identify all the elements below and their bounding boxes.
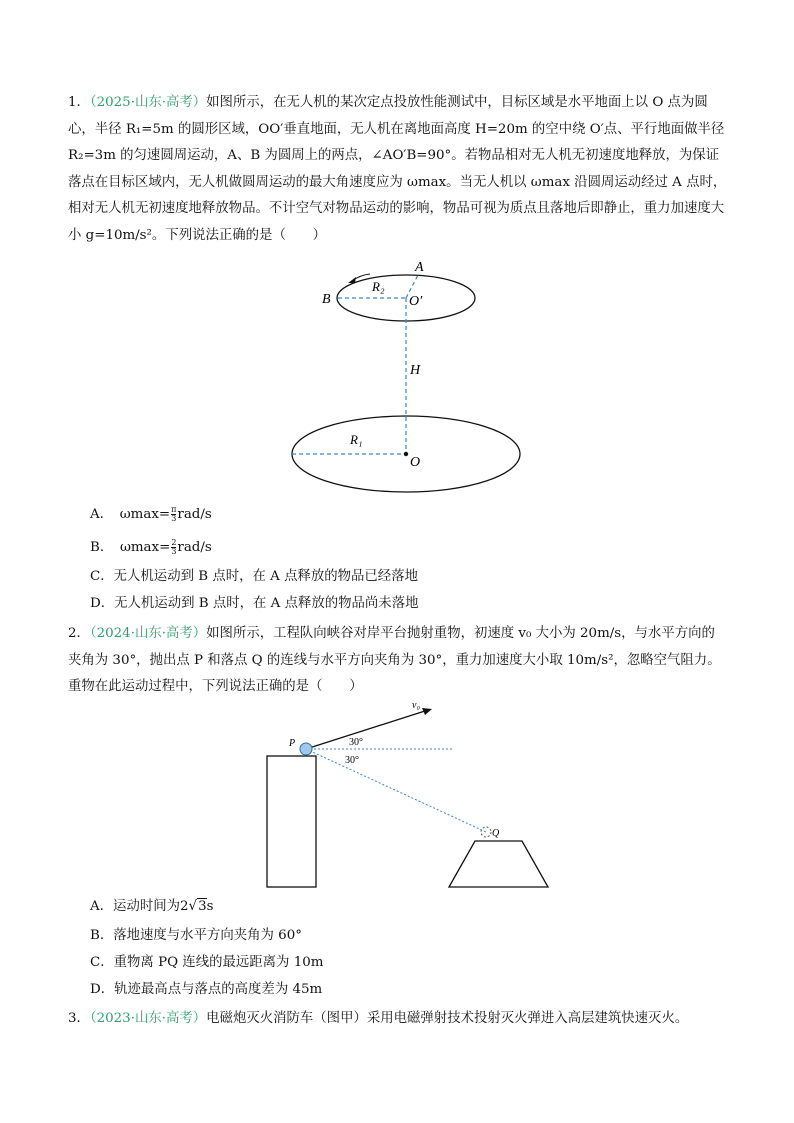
question-text: 如图所示，工程队向峡谷对岸平台抛射重物，初速度 v₀ 大小为 20m/s，与水平方向的夹角为 30°，抛出点 P 和落点 Q 的连线与水平方向夹角为 30°，重力加速度大小取 10m/s²，忽略空气阻力。重物在此运动过程中，下列说法正确的是（ ） <box>68 626 721 694</box>
label-Q: Q <box>492 828 500 839</box>
question-text: 如图所示，在无人机的某次定点投放性能测试中，目标区域是水平地面上以 O 点为圆心，半径 R₁=5m 的圆形区域，OO′垂直地面，无人机在离地面高度 H=20m 的空中绕 O′点、平行地面做半径 R₂=3m 的匀速圆周运动，A、B 为圆周上的两点，∠AO′B=90°。若物品相对无人机无初速度地释放，为保证落点在目标区域内，无人机做圆周运动的最大角速度应为 ωmax。当无人机以 ωmax 沿圆周运动经过 A 点时，相对无人机无初速度地释放物品。不计空气对物品运动的影响，物品可视为质点且落地后即静止，重力加速度大小 g=10m/s²。下列说法正确的是（ ） <box>68 95 727 243</box>
q1-option-c[interactable]: C．无人机运动到 B 点时，在 A 点释放的物品已经落地 <box>90 569 418 584</box>
label-v0: v₀ <box>412 700 420 711</box>
question-number: 2． <box>68 626 90 641</box>
question-3 <box>68 1006 728 1033</box>
right-platform <box>449 841 548 887</box>
q2-option-a[interactable]: A．运动时间为2√3s <box>90 899 214 914</box>
angle-bottom: 30° <box>345 755 359 766</box>
label-R1: R₁ <box>350 432 363 447</box>
q2-option-d[interactable]: D．轨迹最高点与落点的高度差为 45m <box>90 982 323 997</box>
question-source: （2024·山东·高考） <box>89 626 207 641</box>
label-O-prime: O′ <box>409 294 423 309</box>
label-H: H <box>410 363 421 378</box>
left-cliff <box>267 756 316 887</box>
question-number: 3． <box>68 1011 90 1026</box>
question-text: 电磁炮灭火消防车（图甲）采用电磁弹射技术投射灭火弹进入高层建筑快速灭火。 <box>206 1011 689 1026</box>
q1-option-d[interactable]: D．无人机运动到 B 点时，在 A 点释放的物品尚未落地 <box>90 596 419 611</box>
label-P: P <box>289 738 296 749</box>
label-R2: R₂ <box>372 279 385 294</box>
q2-option-c[interactable]: C．重物离 PQ 连线的最远距离为 10m <box>90 955 324 970</box>
question-source: （2023·山东·高考） <box>89 1011 207 1026</box>
question-number: 1． <box>68 95 90 110</box>
label-B: B <box>322 292 331 307</box>
label-A: A <box>415 260 424 275</box>
angle-top: 30° <box>349 737 363 748</box>
q1-option-a[interactable]: A． ωmax= $\frac{\pi}{3}$ rad/s <box>90 505 212 523</box>
ball-p <box>300 743 312 755</box>
q1-option-b[interactable]: B． ωmax= $\frac{2}{3}$ rad/s <box>90 538 212 556</box>
q2-option-b[interactable]: B．落地速度与水平方向夹角为 60° <box>90 928 302 943</box>
label-O: O <box>410 455 421 470</box>
question-source: （2025·山东·高考） <box>89 95 207 110</box>
